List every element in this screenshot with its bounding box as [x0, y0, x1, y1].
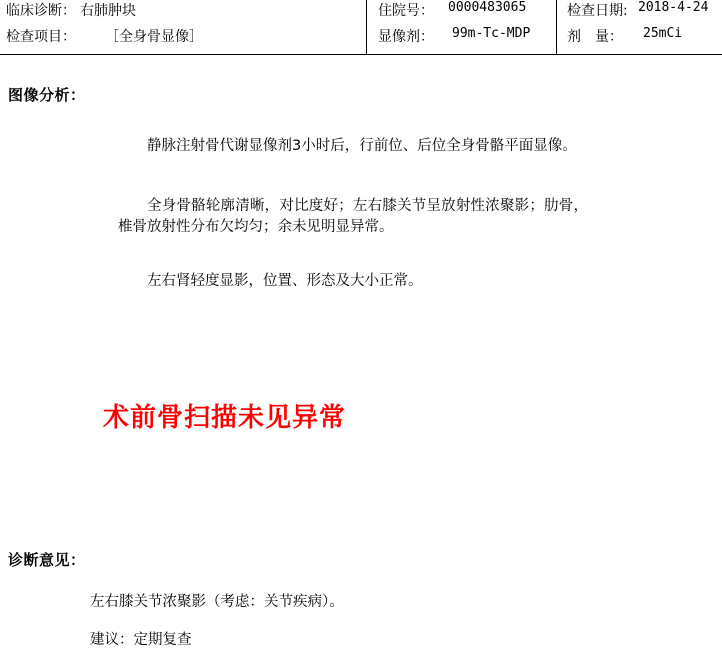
report-header [0, 0, 722, 55]
analysis-section-title: 图像分析： [8, 86, 86, 104]
admission-no-value: 0000483065 [448, 0, 527, 15]
diagnosis-line: 左右膝关节浓聚影（考虑：关节疾病）。 [90, 594, 344, 610]
analysis-paragraph: 左右肾轻度显影，位置、形态及大小正常。 [147, 273, 423, 289]
header-divider-1 [366, 0, 367, 54]
exam-item-label: 检查项目： [6, 29, 76, 45]
analysis-paragraph: 静脉注射骨代谢显像剂3小时后，行前位、后位全身骨骼平面显像。 [147, 138, 577, 154]
header-row-1 [0, 0, 722, 26]
dose-value: 25mCi [643, 26, 683, 41]
impression-highlight: 术前骨扫描未见异常 [103, 403, 347, 433]
exam-date-value: 2018-4-24 [638, 0, 709, 15]
dose-label: 剂 量： [567, 29, 623, 45]
analysis-paragraph: 全身骨骼轮廓清晰，对比度好；左右膝关节呈放射性浓聚影；肋骨，椎骨放射性分布欠均匀；余未见明显异常。 [118, 198, 588, 235]
clinical-diagnosis-label: 临床诊断： [6, 3, 76, 19]
admission-no-label: 住院号： [378, 3, 434, 19]
exam-date-label: 检查日期: [567, 3, 628, 19]
tracer-value: 99m-Tc-MDP [452, 26, 531, 41]
exam-item-value: ［全身骨显像］ [105, 29, 203, 45]
tracer-label: 显像剂： [378, 29, 434, 45]
header-divider-2 [556, 0, 557, 54]
clinical-diagnosis-value: 右肺肿块 [80, 3, 136, 19]
header-row-2 [0, 26, 722, 52]
diagnosis-line: 建议：定期复查 [90, 632, 192, 648]
diagnosis-section-title: 诊断意见： [8, 551, 86, 569]
